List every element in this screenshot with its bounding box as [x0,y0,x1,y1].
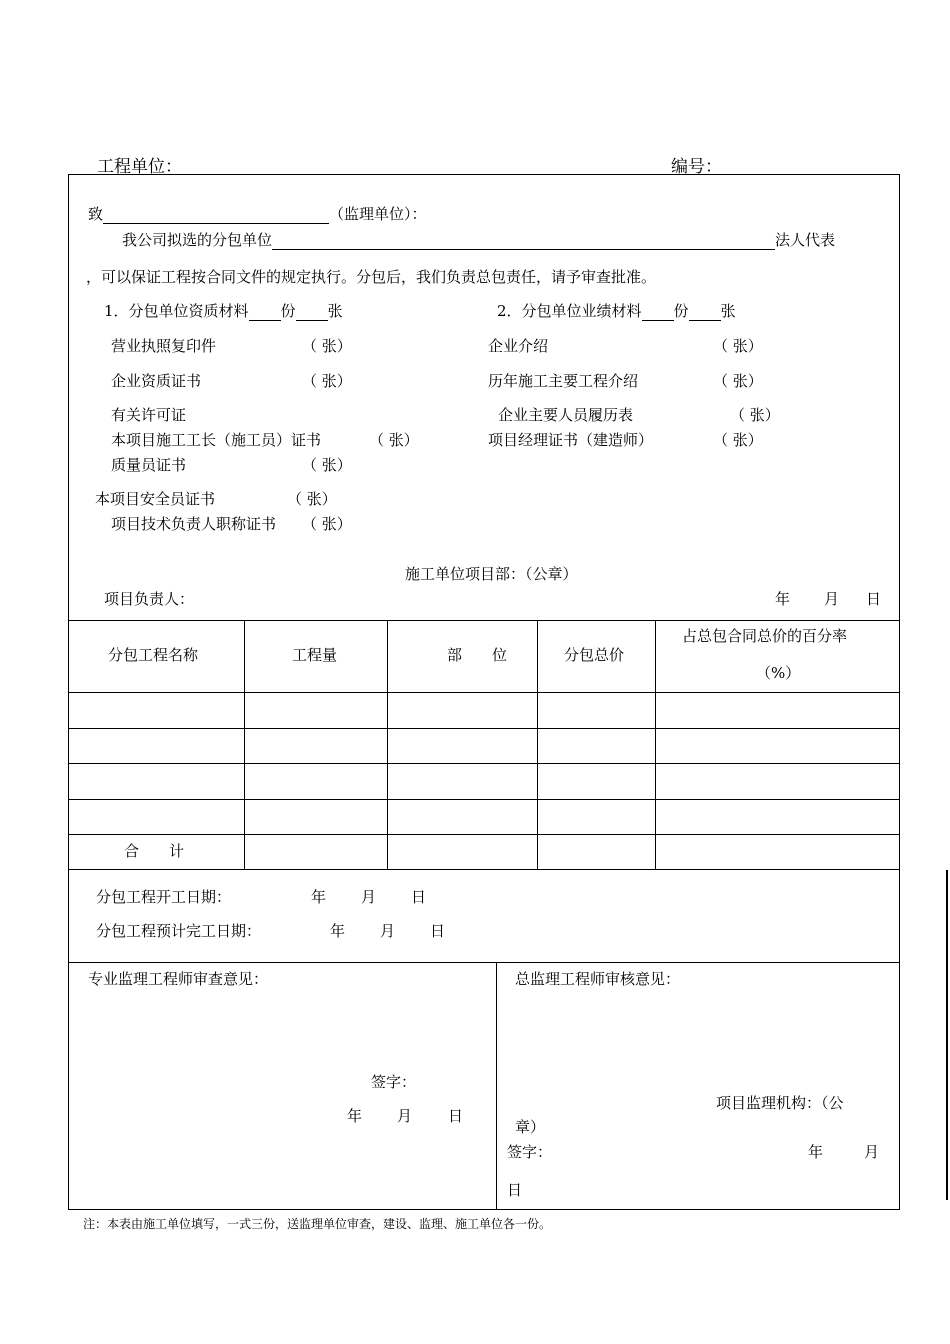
apply-year: 年 [775,590,791,608]
chief-day: 日 [507,1181,523,1199]
specialist-month: 月 [397,1107,413,1125]
left-item-label: 有关许可证 [111,406,187,424]
left-item-unit: （ 张） [302,372,352,390]
table-cell[interactable] [69,729,244,763]
col-header-percent-unit: （%） [756,664,801,682]
specialist-sign-label: 签字： [371,1073,417,1091]
section2-copies-blank[interactable] [642,304,674,321]
left-item-label: 质量员证书 [111,456,187,474]
left-item-label: 本项目施工工长（施工员）证书 [111,431,322,449]
chief-month: 月 [864,1143,880,1161]
line1-suffix: 法人代表 [775,231,836,249]
start-date-label: 分包工程开工日期： [96,888,232,906]
table-cell[interactable] [69,693,244,727]
table-col-rule [387,620,388,869]
left-item-label: 项目技术负责人职称证书 [111,515,277,533]
start-day: 日 [411,888,427,906]
footnote: 注：本表由施工单位填写，一式三份，送监理单位审查，建设、监理、施工单位各一份。 [83,1217,552,1231]
finish-month: 月 [380,922,396,940]
col-header-location: 部 位 [447,646,508,664]
table-bottom-rule [68,869,900,870]
finish-year: 年 [330,922,346,940]
section2-sheets-blank[interactable] [689,304,721,321]
line1-prefix: 我公司拟选的分包单位 [122,231,273,249]
chief-sign-label: 签字： [507,1143,553,1161]
specialist-year: 年 [347,1107,363,1125]
project-manager-label: 项目负责人： [104,590,195,608]
apply-month: 月 [824,590,840,608]
left-item-label: 本项目安全员证书 [95,490,216,508]
contractor-seal: 施工单位项目部：（公章） [405,565,578,583]
supervision-org-seal-cont: 章） [515,1118,546,1136]
to-line [88,203,427,224]
col-header-quantity: 工程量 [292,646,338,664]
finish-day: 日 [430,922,446,940]
section2-heading [497,300,736,321]
chief-year: 年 [808,1143,824,1161]
table-col-rule [537,620,538,869]
col-header-name: 分包工程名称 [108,646,199,664]
right-item-unit: （ 张） [730,406,780,424]
right-item-label: 项目经理证书（建造师） [488,431,654,449]
table-col-rule [244,620,245,869]
subcontractor-blank[interactable] [272,233,775,250]
right-item-unit: （ 张） [713,337,763,355]
start-month: 月 [361,888,377,906]
guarantee-text: ，可以保证工程按合同文件的规定执行。分包后，我们负责总包责任，请予审查批准。 [86,268,657,286]
total-row-label: 合 计 [124,842,185,860]
to-prefix: 致 [88,205,104,223]
col-header-price: 分包总价 [564,646,625,664]
col-header-percentage: 占总包合同总价的百分率 [682,627,848,645]
right-item-label: 历年施工主要工程介绍 [488,372,639,390]
section1-sheets-unit: 张 [327,302,343,320]
right-item-label: 企业介绍 [488,337,549,355]
section2-copies-unit: 份 [673,302,689,320]
section1-prefix: 1．分包单位资质材料 [104,302,249,320]
specialist-opinion-title: 专业监理工程师审查意见： [88,970,269,988]
specialist-day: 日 [448,1107,464,1125]
scan-edge-mark [946,870,948,1200]
supervision-org-seal: 项目监理机构：（公 [716,1094,844,1112]
table-row-rule [68,834,900,835]
project-unit-label: 工程单位： [97,157,182,177]
table-col-rule [655,620,656,869]
to-suffix: （监理单位）： [329,205,427,223]
section2-prefix: 2．分包单位业绩材料 [497,302,642,320]
table-top-rule [68,620,900,621]
right-item-label: 企业主要人员履历表 [498,406,634,424]
finish-date-label: 分包工程预计完工日期： [96,922,262,940]
right-item-unit: （ 张） [713,372,763,390]
left-item-label: 营业执照复印件 [111,337,217,355]
section1-copies-blank[interactable] [249,304,281,321]
left-item-unit: （ 张） [287,490,337,508]
left-item-unit: （ 张） [302,515,352,533]
review-top-rule [68,962,900,963]
left-item-unit: （ 张） [369,431,419,449]
subcontractor-line [122,229,835,250]
right-item-unit: （ 张） [713,431,763,449]
table-cell[interactable] [69,800,244,834]
serial-no-label: 编号： [671,157,722,177]
section2-sheets-unit: 张 [720,302,736,320]
review-divider [496,962,497,1210]
section1-sheets-blank[interactable] [296,304,328,321]
left-item-unit: （ 张） [302,337,352,355]
chief-opinion-title: 总监理工程师审核意见： [515,970,681,988]
left-item-label: 企业资质证书 [111,372,202,390]
apply-day: 日 [866,590,882,608]
section1-copies-unit: 份 [280,302,296,320]
section1-heading [104,300,343,321]
left-item-unit: （ 张） [302,456,352,474]
start-year: 年 [311,888,327,906]
table-cell[interactable] [69,764,244,798]
supervisor-unit-blank[interactable] [103,207,329,224]
